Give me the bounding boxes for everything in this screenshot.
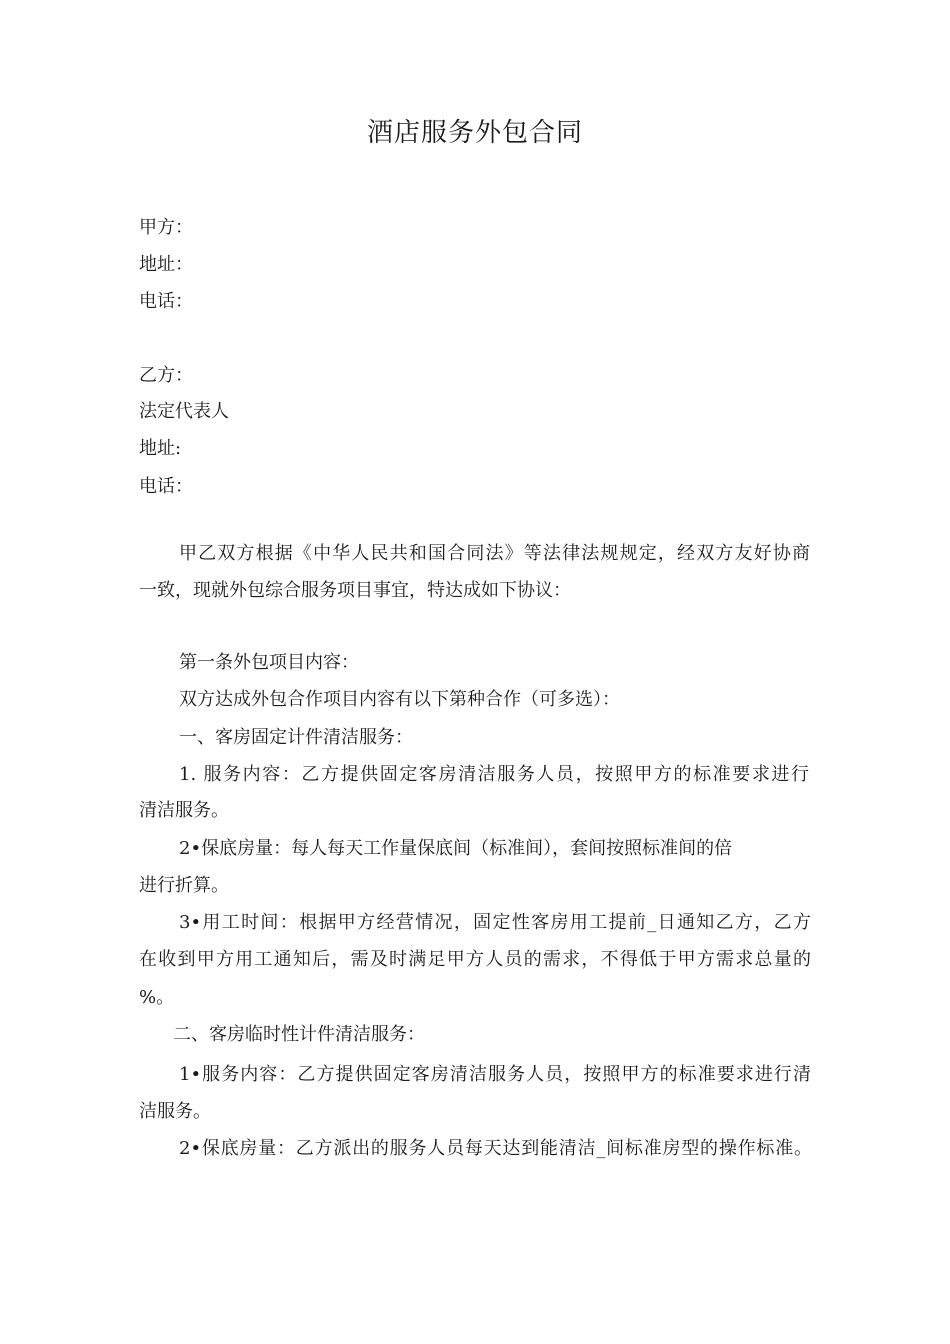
section-1-item-3-line-2: 在收到甲方用工通知后，需及时满足甲方人员的需求，不得低于甲方需求总量的 (139, 949, 811, 970)
section-1-item-2-line-2: 进行折算。 (139, 875, 229, 896)
section-1-item-2-line-1: 2•保底房量：每人每天工作量保底间（标准间），套间按照标准间的倍 (179, 838, 733, 859)
preamble-line-2: 一致，现就外包综合服务项目事宜，特达成如下协议： (139, 580, 571, 601)
section-2-item-2-line-1: 2•保底房量：乙方派出的服务人员每天达到能清洁_间标准房型的操作标准。 (179, 1138, 812, 1159)
section-1-heading: 一、客房固定计件清洁服务： (179, 727, 413, 748)
article-1-intro: 双方达成外包合作项目内容有以下第种合作（可多选）： (179, 689, 620, 710)
party-a-address-label: 地址： (139, 254, 193, 275)
party-b-phone-label: 电话： (139, 476, 193, 497)
section-1-item-1-line-1: 1. 服务内容：乙方提供固定客房清洁服务人员，按照甲方的标准要求进行 (179, 764, 809, 785)
party-a-phone-label: 电话： (139, 291, 193, 312)
article-1-heading: 第一条外包项目内容： (179, 652, 359, 673)
party-b-label: 乙方： (139, 365, 193, 386)
section-1-item-3-line-3: %。 (139, 987, 175, 1008)
section-1-item-3-line-1: 3•用工时间：根据甲方经营情况，固定性客房用工提前_日通知乙方，乙方 (179, 912, 811, 933)
section-2-item-1-line-2: 洁服务。 (139, 1101, 211, 1122)
section-2-heading: 二、客房临时性计件清洁服务： (173, 1024, 425, 1045)
section-1-item-1-line-2: 清洁服务。 (139, 800, 229, 821)
party-a-label: 甲方： (139, 217, 193, 238)
section-2-item-1-line-1: 1•服务内容：乙方提供固定客房清洁服务人员，按照甲方的标准要求进行清 (179, 1064, 811, 1085)
party-b-legal-rep-label: 法定代表人 (139, 401, 229, 422)
document-title: 酒店服务外包合同 (366, 118, 583, 148)
preamble-line-1: 甲乙双方根据《中华人民共和国合同法》等法律法规规定，经双方友好协商 (179, 543, 810, 564)
party-b-address-label: 地址: (139, 438, 182, 459)
